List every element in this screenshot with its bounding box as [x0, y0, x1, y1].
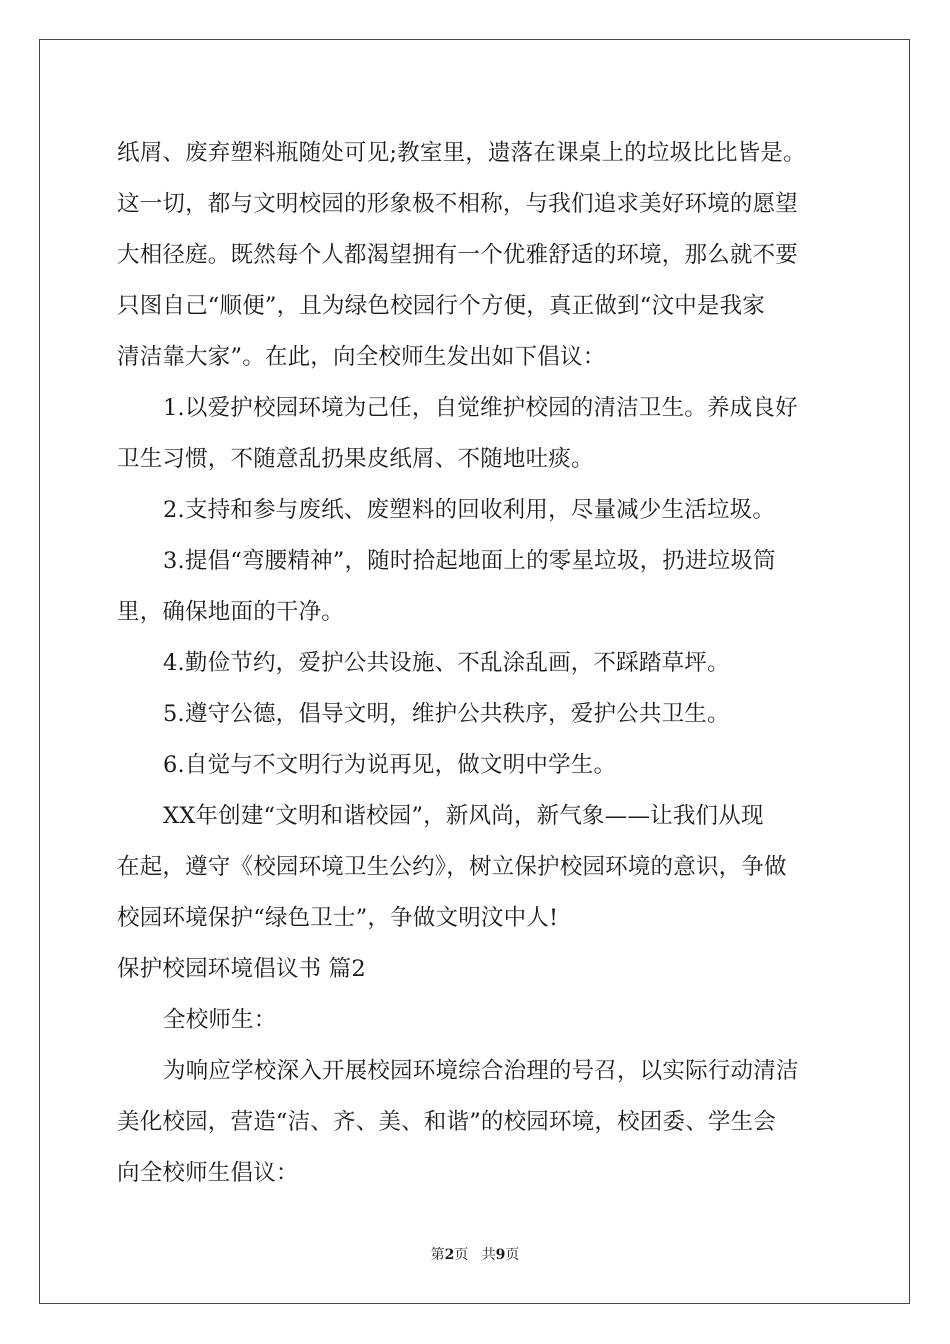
paragraph-line: 5.遵守公德，倡导文明，维护公共秩序，爱护公共卫生。 — [163, 701, 730, 727]
paragraph-line: 3.提倡“弯腰精神”，随时拾起地面上的零星垃圾，扔进垃圾筒 — [163, 548, 776, 574]
paragraph-line: 美化校园，营造“洁、齐、美、和谐”的校园环境，校团委、学生会 — [117, 1109, 777, 1135]
paragraph-line: 6.自觉与不文明行为说再见，做文明中学生。 — [163, 752, 617, 778]
paragraph-line: 4.勤俭节约，爱护公共设施、不乱涂乱画，不踩踏草坪。 — [163, 650, 730, 676]
paragraph-line: 全校师生： — [163, 1007, 277, 1033]
paragraph-line: 在起，遵守《校园环境卫生公约》，树立保护校园环境的意识，争做 — [117, 854, 787, 880]
paragraph-line: 这一切，都与文明校园的形象极不相称，与我们追求美好环境的愿望 — [117, 191, 799, 217]
footer-total-pages: 9 — [495, 1247, 506, 1263]
document-body — [117, 128, 837, 1199]
footer-page-suffix: 页 — [454, 1247, 469, 1263]
footer-total-suffix: 页 — [505, 1247, 520, 1263]
paragraph-line: 保护校园环境倡议书 篇2 — [117, 956, 366, 982]
paragraph-line: 清洁靠大家”。在此，向全校师生发出如下倡议： — [117, 344, 606, 370]
footer-total-prefix: 共 — [481, 1247, 496, 1263]
paragraph-line: 向全校师生倡议： — [117, 1160, 299, 1186]
paragraph-line: 大相径庭。既然每个人都渴望拥有一个优雅舒适的环境，那么就不要 — [117, 242, 799, 268]
page-footer — [0, 1244, 950, 1264]
paragraph-line: 卫生习惯，不随意乱扔果皮纸屑、不随地吐痰。 — [117, 446, 594, 472]
paragraph-line: XX年创建“文明和谐校园”，新风尚，新气象——让我们从现 — [163, 803, 764, 829]
paragraph-line: 2.支持和参与废纸、废塑料的回收利用，尽量减少生活垃圾。 — [163, 497, 776, 523]
paragraph-line: 校园环境保护“绿色卫士”，争做文明汶中人! — [117, 905, 559, 931]
paragraph-line: 纸屑、废弃塑料瓶随处可见;教室里，遗落在课桌上的垃圾比比皆是。 — [117, 140, 806, 166]
paragraph-line: 为响应学校深入开展校园环境综合治理的号召，以实际行动清洁 — [163, 1058, 799, 1084]
paragraph-line: 只图自己“顺便”，且为绿色校园行个方便，真正做到“汶中是我家 — [117, 293, 766, 319]
paragraph-line: 里，确保地面的干净。 — [117, 599, 345, 625]
footer-prefix: 第 — [430, 1247, 445, 1263]
footer-page-number: 2 — [444, 1247, 455, 1263]
paragraph-line: 1.以爱护校园环境为己任，自觉维护校园的清洁卫生。养成良好 — [163, 395, 798, 421]
